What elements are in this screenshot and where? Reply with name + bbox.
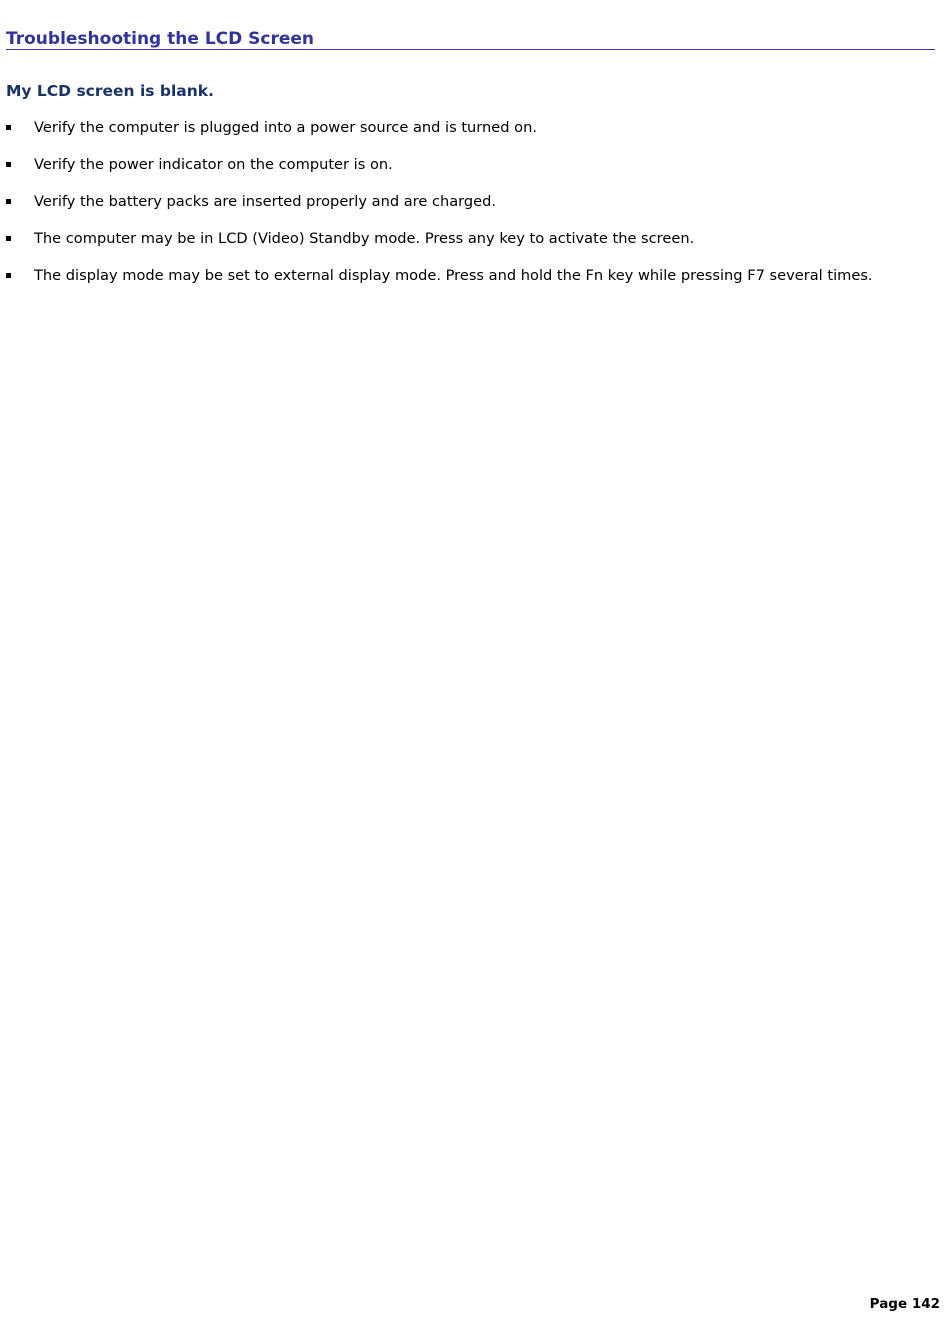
square-bullet-icon [6, 125, 11, 130]
list-item-text: Verify the computer is plugged into a power source and is turned on. [34, 119, 537, 136]
list-item-text: Verify the power indicator on the computer is on. [34, 156, 393, 173]
list-item-text: The computer may be in LCD (Video) Standby mode. Press any key to activate the screen. [34, 230, 695, 247]
title-underline-divider [6, 49, 935, 50]
page-number: Page 142 [869, 1296, 940, 1312]
square-bullet-icon [6, 273, 11, 278]
square-bullet-icon [6, 236, 11, 241]
square-bullet-icon [6, 199, 11, 204]
section-heading: My LCD screen is blank. [6, 82, 214, 100]
page-title: Troubleshooting the LCD Screen [6, 29, 315, 49]
square-bullet-icon [6, 162, 11, 167]
list-item-text: The display mode may be set to external display mode. Press and hold the Fn key while pressing F7 several times. [34, 267, 873, 284]
list-item-text: Verify the battery packs are inserted properly and are charged. [34, 193, 497, 210]
